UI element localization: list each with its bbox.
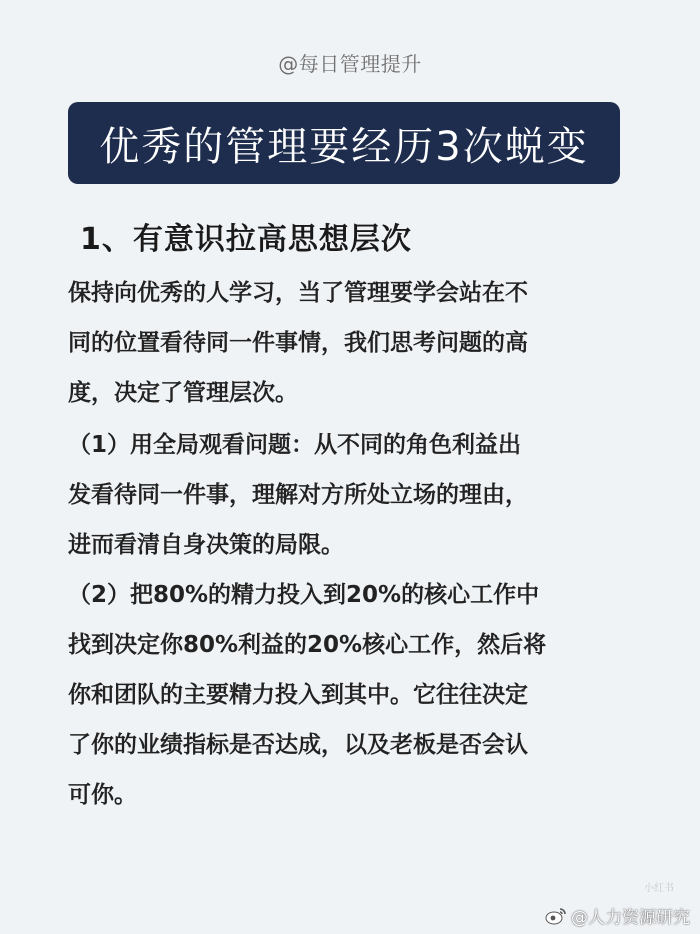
account-handle: @每日管理提升: [278, 52, 422, 76]
section-heading: 1、有意识拉高思想层次: [80, 222, 412, 257]
page-title: 优秀的管理要经历3次蜕变: [99, 123, 589, 170]
watermark: [545, 903, 690, 928]
paragraph-line: 进而看清自身决策的局限。: [68, 532, 344, 558]
paragraph-intro: [68, 268, 638, 418]
paragraph-line: 你和团队的主要精力投入到其中。它往往决定: [68, 682, 528, 708]
paragraph-line: （1）用全局观看问题：从不同的角色利益出: [68, 432, 522, 458]
paragraph-line: 找到决定你80%利益的20%核心工作，然后将: [68, 632, 547, 658]
weibo-icon: [545, 907, 567, 925]
paragraph-line: 同的位置看待同一件事情，我们思考问题的高: [68, 330, 528, 356]
paragraph-line: 了你的业绩指标是否达成，以及老板是否会认: [68, 732, 528, 758]
paragraph-point-2: [68, 570, 638, 820]
paragraph-line: 发看待同一件事，理解对方所处立场的理由，: [68, 482, 528, 508]
watermark-text: @人力资源研究: [571, 908, 690, 928]
paragraph-point-1: [68, 420, 638, 570]
paragraph-line: 可你。: [68, 782, 137, 808]
paragraph-line: 保持向优秀的人学习，当了管理要学会站在不: [68, 280, 528, 306]
small-watermark: 小红书: [644, 883, 674, 894]
paragraph-line: （2）把80%的精力投入到20%的核心工作中: [68, 582, 540, 608]
title-banner: [68, 102, 620, 184]
paragraph-line: 度，决定了管理层次。: [68, 380, 298, 406]
